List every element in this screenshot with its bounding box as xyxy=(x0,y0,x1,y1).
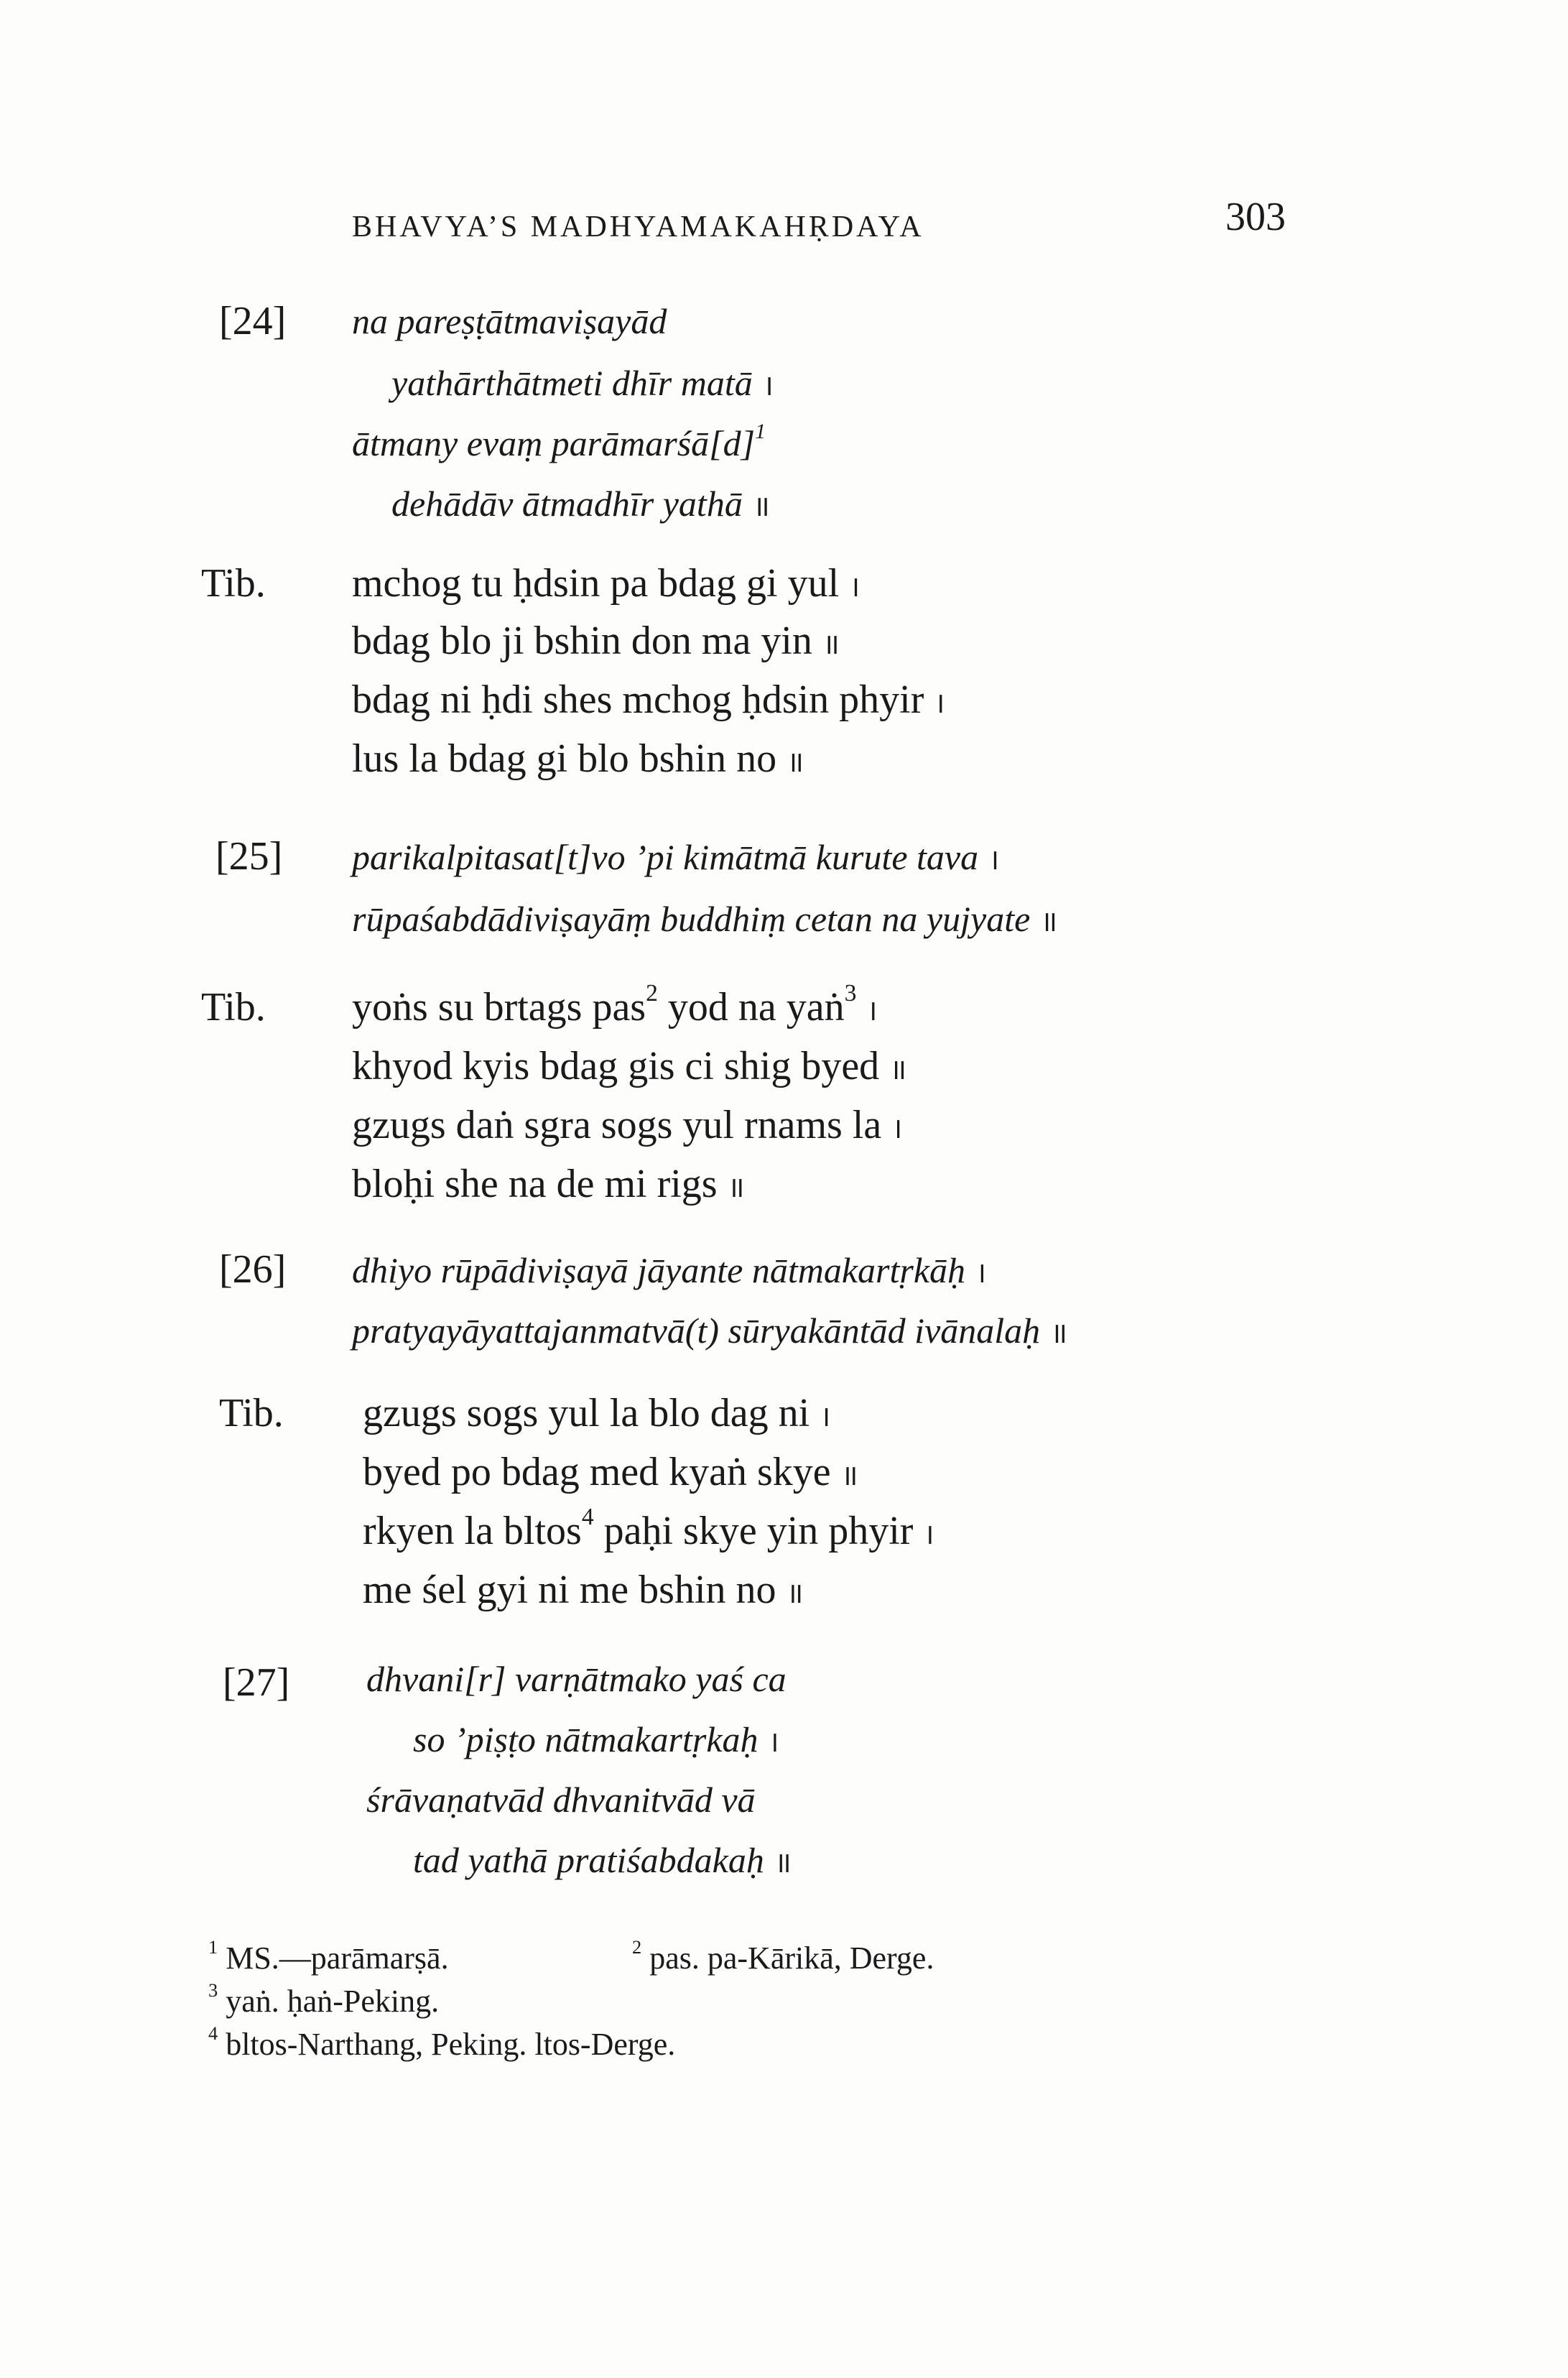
verse-line: me śel gyi ni me bshin no ॥ xyxy=(363,1568,804,1612)
verse-line: pratyayāyattajanmatvā(t) sūryakāntād ivānalaḥ ॥ xyxy=(352,1310,1068,1351)
verse-line: tad yathā pratiśabdakaḥ ॥ xyxy=(413,1840,792,1880)
verse-line: śrāvaṇatvād dhvanitvād vā xyxy=(366,1780,756,1820)
verse-label: [27] xyxy=(223,1660,290,1705)
verse-line: mchog tu ḥdsin pa bdag gi yul । xyxy=(352,561,860,606)
footnote: $^3$ yaṅ. ḥaṅ-Peking. xyxy=(208,1979,440,2019)
verse-line: yoṅs su brtags pas$^2$ yod na yaṅ$^3$। xyxy=(352,980,878,1030)
footnote-ref: 1 xyxy=(755,420,766,443)
footnote-ref: 3 xyxy=(844,980,857,1007)
page-number: 303 xyxy=(1225,195,1286,239)
footnote-ref: 4 xyxy=(581,1504,594,1531)
footnote: $^1$ MS.—parāmarṣā. xyxy=(208,1935,449,1976)
verse-line: khyod kyis bdag gis ci shig byed ॥ xyxy=(352,1044,907,1088)
footnote: $^2$ pas. pa-Kārikā, Derge. xyxy=(632,1935,934,1976)
verse-line: ātmany evaṃ $parāmarśā[d]^1$ xyxy=(352,420,766,463)
verse-line: rkyen la bltos$^4$ paḥi skye yin phyir । xyxy=(363,1504,934,1553)
verse-line: dhiyo rūpādiviṣayā jāyante nātmakartṛkāḥ । xyxy=(352,1250,987,1290)
verse-line: lus la bdag gi blo bshin no ॥ xyxy=(352,736,804,781)
footnote: $^4$ bltos-Narthang, Peking. ltos-Derge. xyxy=(208,2022,676,2062)
verse-label: [24] xyxy=(219,299,287,343)
verse-label: Tib. xyxy=(201,985,266,1030)
verse-line: so ’piṣṭo nātmakartṛkaḥ । xyxy=(413,1719,779,1759)
verse-line: yathārthātmeti dhīr matā । xyxy=(391,363,774,403)
verse-line: parikalpitasat[t]vo ’pi kimātmā kurute tava । xyxy=(352,837,1000,877)
verse-line: dehādāv ātmadhīr yathā ॥ xyxy=(391,484,770,524)
verse-label: [26] xyxy=(219,1247,287,1292)
footnote-ref: 2 xyxy=(646,980,658,1007)
running-title: BHAVYA’S MADHYAMAKAHṚDAYA xyxy=(352,210,924,244)
verse-label: [25] xyxy=(215,834,283,879)
verse-line: gzugs daṅ sgra sogs yul rnams la । xyxy=(352,1103,903,1147)
verse-line: bloḥi she na de mi rigs ॥ xyxy=(352,1162,745,1206)
verse-line: gzugs sogs yul la blo dag ni । xyxy=(363,1391,831,1435)
verse-line: bdag ni ḥdi shes mchog ḥdsin phyir । xyxy=(352,677,945,722)
verse-label: Tib. xyxy=(201,561,266,606)
page-header xyxy=(352,194,1286,259)
verse-line: dhvani[r] varṇātmako yaś ca xyxy=(366,1659,787,1699)
verse-line: na pareṣṭātmaviṣayād xyxy=(352,301,667,341)
verse-line: rūpaśabdādiviṣayāṃ buddhiṃ cetan na yujyate ॥ xyxy=(352,899,1058,939)
verse-line: byed po bdag med kyaṅ skye ॥ xyxy=(363,1450,858,1494)
verse-line: bdag blo ji bshin don ma yin ॥ xyxy=(352,619,840,663)
verse-label: Tib. xyxy=(219,1391,284,1435)
